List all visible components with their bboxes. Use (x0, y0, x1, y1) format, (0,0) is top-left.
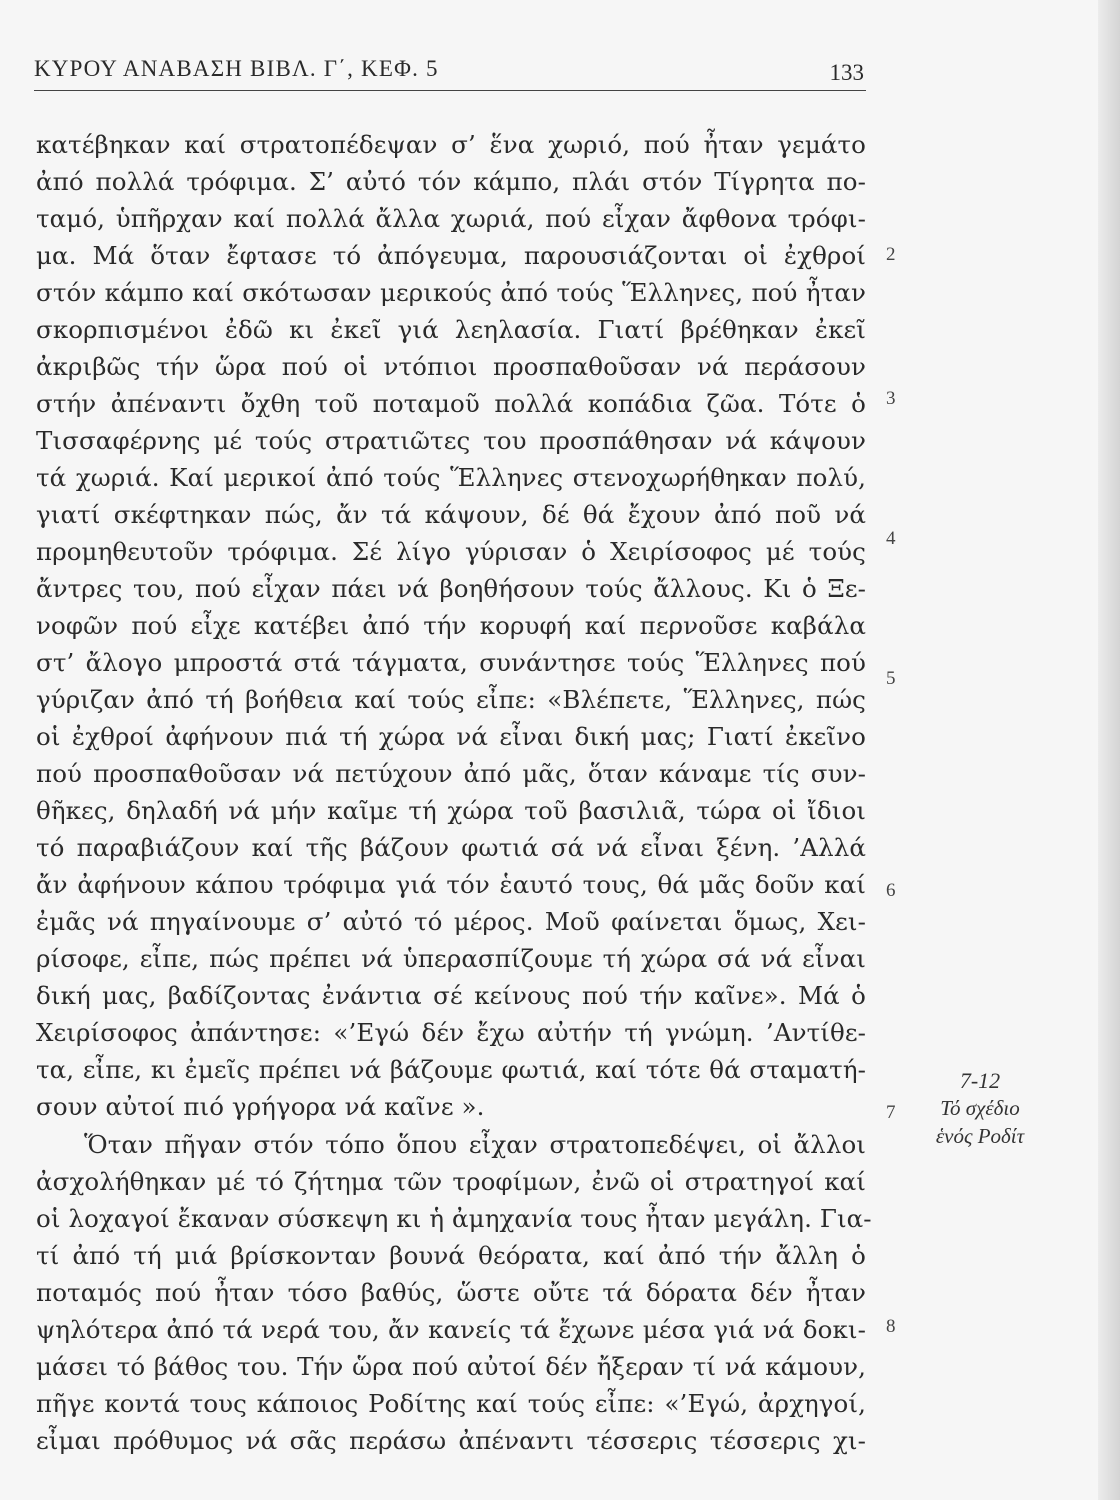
margin-note (905, 1068, 1055, 1150)
text-line: ρίσοφε, εἶπε, πώς πρέπει νά ὑπερασπίζουμε τή χώρα σά νά εἶναι (36, 944, 866, 973)
text-line: ἀκριβῶς τήν ὥρα πού οἱ ντόπιοι προσπαθοῦσαν νά περάσουν (36, 352, 866, 381)
page-edge (1098, 0, 1120, 1500)
text-line: ταμό, ὑπῆρχαν καί πολλά ἄλλα χωριά, πού εἶχαν ἄφθονα τρόφι- (36, 204, 866, 233)
text-line: δική μας, βαδίζοντας ἐνάντια σέ κείνους πού τήν καῖνε». Μά ὁ (36, 981, 866, 1010)
text-line: τό παραβιάζουν καί τῆς βάζουν φωτιά σά νά εἶναι ξένη. ’Αλλά (36, 833, 866, 862)
text-line: σκορπισμένοι ἐδῶ κι ἐκεῖ γιά λεηλασία. Γιατί βρέθηκαν ἐκεῖ (36, 315, 866, 344)
text-line: Ὅταν πῆγαν στόν τόπο ὅπου εἶχαν στρατοπεδέψει, οἱ ἄλλοι (84, 1130, 866, 1159)
text-line: στήν ἀπέναντι ὄχθη τοῦ ποταμοῦ πολλά κοπάδια ζῶα. Τότε ὁ (36, 389, 866, 418)
text-line: τί ἀπό τή μιά βρίσκονταν βουνά θεόρατα, καί ἀπό τήν ἄλλη ὁ (36, 1241, 866, 1270)
text-line: Χειρίσοφος ἀπάντησε: «’Εγώ δέν ἔχω αὐτήν τή γνώμη. ’Αντίθε- (36, 1018, 866, 1047)
text-line: μάσει τό βάθος του. Τήν ὥρα πού αὐτοί δέν ἤξεραν τί νά κάμουν, (36, 1352, 866, 1381)
text-line: ψηλότερα ἀπό τά νερά του, ἄν κανείς τά ἔχωνε μέσα γιά νά δοκι- (36, 1315, 866, 1344)
text-line: ἄν ἀφήνουν κάπου τρόφιμα γιά τόν ἑαυτό τους, θά μᾶς δοῦν καί (36, 870, 866, 899)
running-header (34, 56, 866, 91)
text-line: κατέβηκαν καί στρατοπέδεψαν σ’ ἕνα χωριό, πού ἦταν γεμάτο (36, 130, 866, 159)
text-line: προμηθευτοῦν τρόφιμα. Σέ λίγο γύρισαν ὁ Χειρίσοφος μέ τούς (36, 537, 866, 566)
text-line: ἀσχολήθηκαν μέ τό ζήτημα τῶν τροφίμων, ἐνῶ οἱ στρατηγοί καί (36, 1167, 866, 1196)
text-line: τα, εἶπε, κι ἐμεῖς πρέπει νά βάζουμε φωτιά, καί τότε θά σταματή- (36, 1055, 866, 1084)
running-title: ΚΥΡΟΥ ΑΝΑΒΑΣΗ ΒΙΒΛ. Γ΄, ΚΕΦ. 5 (34, 56, 439, 81)
text-line: Τισσαφέρνης μέ τούς στρατιῶτες του προσπάθησαν νά κάψουν (36, 426, 866, 455)
section-number: 4 (886, 528, 896, 549)
section-number: 8 (886, 1316, 896, 1337)
text-line: γύριζαν ἀπό τή βοήθεια καί τούς εἶπε: «Βλέπετε, Ἕλληνες, πώς (36, 685, 866, 714)
margin-note-line: ἑνός Ροδίτ (935, 1124, 1025, 1148)
text-line: στόν κάμπο καί σκότωσαν μερικούς ἀπό τούς Ἕλληνες, πού ἦταν (36, 278, 866, 307)
section-number: 3 (886, 388, 896, 409)
text-line: πού προσπαθοῦσαν νά πετύχουν ἀπό μᾶς, ὅταν κάναμε τίς συν- (36, 759, 866, 788)
text-line: ἀπό πολλά τρόφιμα. Σ’ αὐτό τόν κάμπο, πλάι στόν Τίγρητα πο- (36, 167, 866, 196)
text-line: εἶμαι πρόθυμος νά σᾶς περάσω ἀπέναντι τέσσερις τέσσερις χι- (36, 1426, 866, 1455)
text-line: στ’ ἄλογο μπροστά στά τάγματα, συνάντησε τούς Ἕλληνες πού (36, 648, 866, 677)
margin-note-range: 7-12 (959, 1068, 1001, 1093)
section-number: 7 (886, 1102, 896, 1123)
text-line: νοφῶν πού εἶχε κατέβει ἀπό τήν κορυφή καί περνοῦσε καβάλα (36, 611, 866, 640)
page-number: 133 (829, 60, 864, 85)
text-line: οἱ ἐχθροί ἀφήνουν πιά τή χώρα νά εἶναι δική μας; Γιατί ἐκεῖνο (36, 722, 866, 751)
text-line: πῆγε κοντά τους κάποιος Ροδίτης καί τούς εἶπε: «’Εγώ, ἀρχηγοί, (36, 1389, 866, 1418)
text-line: τά χωριά. Καί μερικοί ἀπό τούς Ἕλληνες στενοχωρήθηκαν πολύ, (36, 463, 866, 492)
text-line: σουν αὐτοί πιό γρήγορα νά καῖνε ». (36, 1092, 485, 1121)
text-line: οἱ λοχαγοί ἔκαναν σύσκεψη κι ἡ ἀμηχανία τους ἦταν μεγάλη. Για- (36, 1204, 872, 1233)
text-line: θῆκες, δηλαδή νά μήν καῖμε τή χώρα τοῦ βασιλιᾶ, τώρα οἱ ἴδιοι (36, 796, 866, 825)
section-number: 6 (886, 880, 896, 901)
text-line: μα. Μά ὅταν ἔφτασε τό ἀπόγευμα, παρουσιάζονται οἱ ἐχθροί (36, 241, 866, 270)
margin-note-line: Τό σχέδιο (940, 1096, 1020, 1120)
section-number: 5 (886, 668, 896, 689)
section-number: 2 (886, 244, 896, 265)
text-line: ποταμός πού ἦταν τόσο βαθύς, ὥστε οὔτε τά δόρατα δέν ἦταν (36, 1278, 866, 1307)
text-line: ἐμᾶς νά πηγαίνουμε σ’ αὐτό τό μέρος. Μοῦ φαίνεται ὅμως, Χει- (36, 907, 866, 936)
text-line: γιατί σκέφτηκαν πώς, ἄν τά κάψουν, δέ θά ἔχουν ἀπό ποῦ νά (36, 500, 866, 529)
text-line: ἄντρες του, πού εἶχαν πάει νά βοηθήσουν τούς ἄλλους. Κι ὁ Ξε- (36, 574, 866, 603)
